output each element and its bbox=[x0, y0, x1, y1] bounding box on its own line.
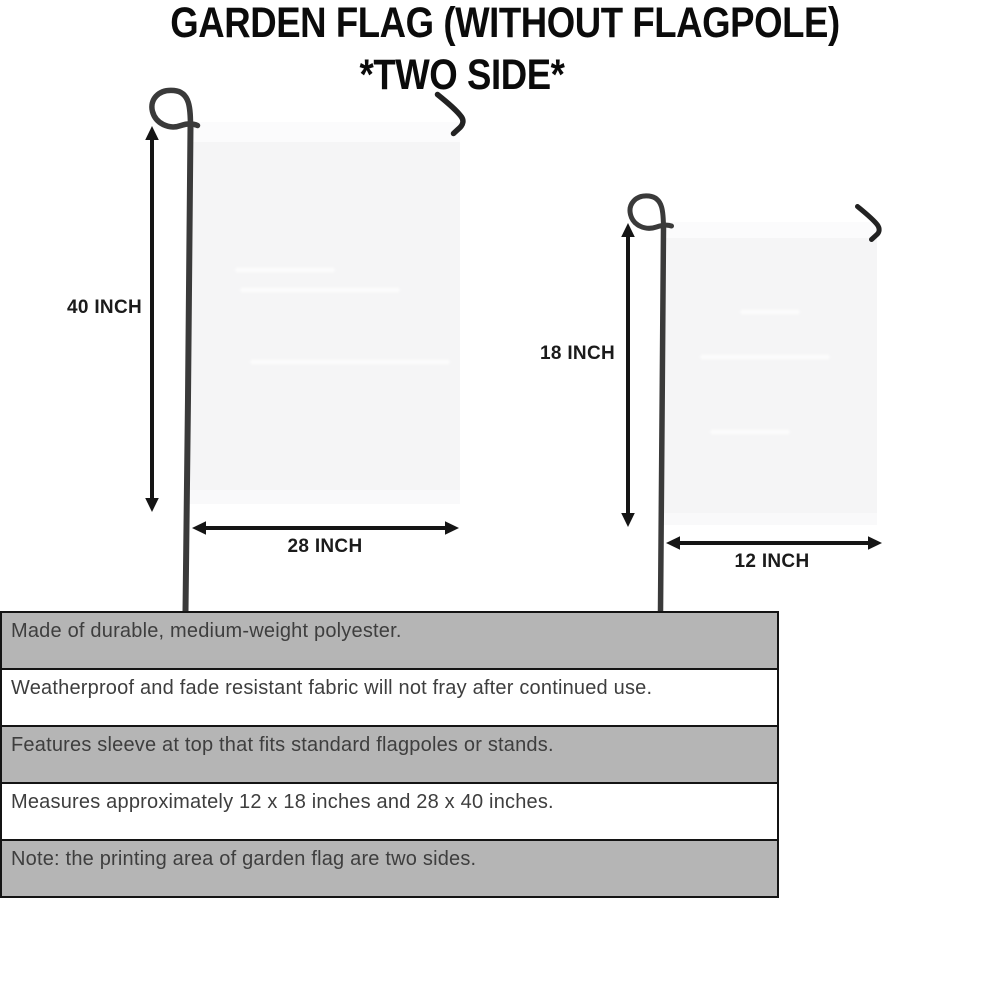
large-flag-sleeve bbox=[189, 122, 460, 142]
small-width-arrow-icon bbox=[666, 536, 882, 550]
fabric-crease bbox=[740, 310, 800, 314]
fabric-crease bbox=[710, 430, 790, 434]
small-flag-sleeve bbox=[664, 222, 877, 238]
fabric-crease bbox=[250, 360, 450, 364]
feature-row: Features sleeve at top that fits standard flagpoles or stands. bbox=[2, 727, 777, 784]
large-flag-width-label: 28 INCH bbox=[287, 536, 363, 557]
small-height-arrow-icon bbox=[621, 223, 635, 527]
page-title-line1: GARDEN FLAG (WITHOUT FLAGPOLE) bbox=[170, 0, 840, 47]
feature-row: Weatherproof and fade resistant fabric will not fray after continued use. bbox=[2, 670, 777, 727]
features-table bbox=[0, 611, 779, 898]
fabric-crease bbox=[235, 268, 335, 272]
fabric-crease bbox=[700, 355, 830, 359]
feature-row: Note: the printing area of garden flag are two sides. bbox=[2, 841, 777, 896]
small-flag-width-label: 12 INCH bbox=[734, 551, 810, 572]
large-height-arrow-icon bbox=[145, 126, 159, 512]
fabric-crease bbox=[240, 288, 400, 292]
large-width-arrow-icon bbox=[192, 521, 459, 535]
small-flag-fabric bbox=[664, 222, 877, 525]
large-flag-fabric bbox=[189, 122, 460, 504]
small-flag-hem bbox=[664, 513, 877, 525]
page-title-line2: *TWO SIDE* bbox=[359, 51, 565, 99]
large-flag-hem bbox=[189, 490, 460, 504]
feature-row: Measures approximately 12 x 18 inches and 28 x 40 inches. bbox=[2, 784, 777, 841]
small-flag-height-label: 18 INCH bbox=[540, 343, 615, 364]
large-flag-height-label: 40 INCH bbox=[67, 297, 142, 318]
feature-row: Made of durable, medium-weight polyester. bbox=[2, 613, 777, 670]
